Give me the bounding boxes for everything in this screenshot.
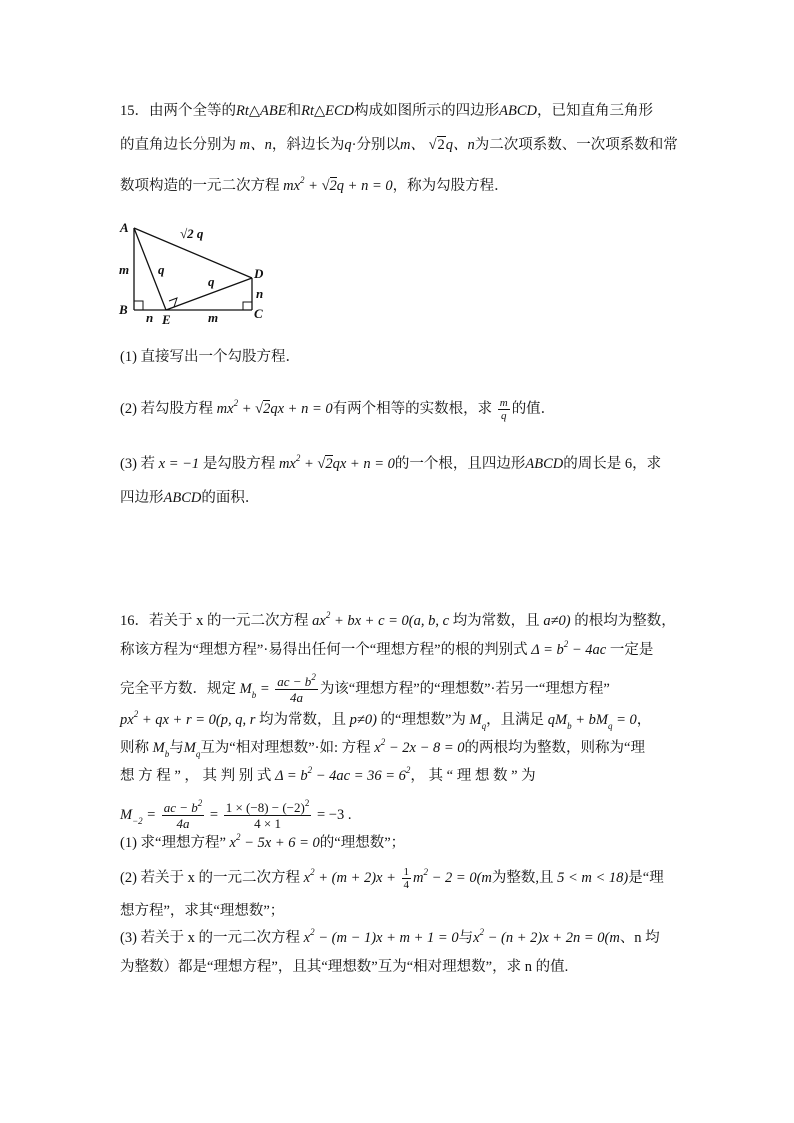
def-Mb: $M_b$ = bbox=[239, 680, 270, 700]
sqrt2q: √2q bbox=[428, 137, 454, 153]
example-discriminant: $\Delta = b^2 - 4ac = 36 = 6^2$ bbox=[275, 765, 411, 784]
condition-relation: $qM_b + bM_q = 0$ bbox=[547, 712, 637, 731]
part1-equation: $x^2 - 5x + 6 = 0$ bbox=[229, 832, 320, 851]
label-m-bottom: m bbox=[208, 310, 219, 325]
label-B: B bbox=[119, 302, 128, 317]
q16-part-3: (3) 若关于 x 的一元二次方程 $x^2 - (m - 1)x + m + 1 = 0$与$x^2 - (n + 2)x + 2n = 0(m$、n 均 bbox=[120, 927, 660, 946]
q16-line-4: $px^2$ + qx + r = 0(p, q, r 均为常数，且 p≠0) 的“理想数”为 $M_q$，且满足 $qM_b + bM_q = 0$， bbox=[120, 709, 652, 731]
label-D: D bbox=[254, 266, 264, 281]
label-m-left: m bbox=[119, 262, 130, 277]
q16-part-1: (1) 求“理想方程” $x^2 - 5x + 6 = 0$的“理想数”； bbox=[120, 832, 406, 851]
q15-part-3-cont: 四边形ABCD的面积． bbox=[120, 490, 260, 506]
label-A: A bbox=[120, 220, 129, 235]
q16-line-6: 想 方 程 ” ， 其 判 别 式 $\Delta = b^2 - 4ac = 36 = 6^2$， 其 “ 理 想 数 ” 为 bbox=[120, 765, 536, 784]
q15-part-3: (3) 若 x = −1 是勾股方程 $mx^2 + √2qx + n = 0$的一个根，且四边形ABCD的周长是 6，求 bbox=[120, 453, 662, 472]
q16-part-2-cont: 想方程”，求其“理想数”； bbox=[120, 903, 285, 919]
part3-equation-b: $x^2 - (n + 2)x + 2n = 0(m$ bbox=[473, 927, 620, 946]
discriminant: $\Delta = b^2 - 4ac$ bbox=[531, 639, 607, 658]
q16-line-7: $M_{-2}$ = $\frac{ac - b^2}{4a}$ = $\frac{1 \times (-8) - (-2)^2}{4 \times 1}$ = −3 . bbox=[120, 797, 352, 831]
part3-equation-a: $x^2 - (m - 1)x + m + 1 = 0$ bbox=[303, 927, 459, 946]
label-C: C bbox=[254, 306, 263, 321]
label-q-right: q bbox=[208, 274, 215, 289]
q15-line-1: 15．由两个全等的Rt△ABE和Rt△ECD构成如图所示的四边形ABCD，已知直角三角形 bbox=[120, 103, 654, 119]
pythag-equation: $mx^2 + √2q + n = 0$ bbox=[283, 175, 393, 194]
example-M: $M_{-2}$ = bbox=[120, 806, 157, 826]
q16-line-1: 16．若关于 x 的一元二次方程 $ax^2$ + bx + c = 0(a, b, c 均为常数，且 a≠0) 的根均为整数， bbox=[120, 610, 676, 629]
q15-line-3: 数项构造的一元二次方程 $mx^2 + √2q + n = 0$，称为勾股方程． bbox=[120, 175, 509, 194]
label-n-bottom: n bbox=[146, 310, 154, 325]
q16-line-3: 完全平方数．规定 $M_b$ = $\frac{ac - b^2}{4a}$ 为该“理想方程”的“理想数”·若另一“理想方程” bbox=[120, 671, 610, 705]
fraction-ac-b2-over-4a: $\frac{ac - b^2}{4a}$ bbox=[277, 671, 316, 705]
general-quadratic: $ax^2$ + bx + c = 0(a, b bbox=[312, 610, 436, 629]
q15-part-1: (1) 直接写出一个勾股方程． bbox=[120, 349, 301, 365]
label-q-left: q bbox=[158, 262, 165, 277]
label-E: E bbox=[162, 312, 171, 327]
part2-equation-16: $x^2 + (m + 2)x$ + bbox=[303, 867, 396, 886]
q16-part-2: (2) 若关于 x 的一元二次方程 $x^2 + (m + 2)x$ + $\frac{1}{4}$ $m^2 - 2 = 0(m$为整数,且 5 < m < 18)是“理 bbox=[120, 866, 664, 891]
part3-equation: $mx^2 + √2qx + n = 0$ bbox=[278, 453, 395, 472]
m-range: 5 < m < 18) bbox=[557, 869, 629, 886]
label-sqrt2q: √2 q bbox=[180, 226, 204, 241]
example-fraction: $\frac{1 \times (-8) - (-2)^2}{4 \times 1}$ bbox=[225, 797, 310, 831]
q16-part-3-cont: 为整数）都是“理想方程”，且其“理想数”互为“相对理想数”，求 n 的值. bbox=[120, 959, 569, 975]
part2-equation: $mx^2 + √2qx + n = 0$ bbox=[216, 398, 333, 417]
label-n-right: n bbox=[256, 286, 264, 301]
second-quadratic: $px^2$ + qx + r = 0(p, q bbox=[120, 709, 243, 728]
q15-line-2: 的直角边长分别为 m、n，斜边长为q·分别以m、 √2q、n为二次项系数、一次项系数和常 bbox=[120, 137, 678, 153]
root-x-eq-minus-1: x = −1 bbox=[158, 456, 200, 472]
fraction-m-over-q: $\frac{m}{q}$ bbox=[499, 397, 508, 422]
quadrilateral-figure bbox=[116, 218, 276, 333]
q15-part-2: (2) 若勾股方程 $mx^2 + √2qx + n = 0$有两个相等的实数根，求 $\frac{m}{q}$ 的值． bbox=[120, 397, 556, 422]
q16-line-2: 称该方程为“理想方程”·易得出任何一个“理想方程”的根的判别式 $\Delta = b^2 - 4ac$ 一定是 bbox=[120, 639, 654, 658]
q16-line-5: 则称 $M_b$与$M_q$互为“相对理想数”·如: 方程 $x^2 - 2x - 8 = 0$的两根均为整数，则称为“理 bbox=[120, 737, 645, 759]
example-equation: $x^2 - 2x - 8 = 0$ bbox=[374, 737, 465, 756]
